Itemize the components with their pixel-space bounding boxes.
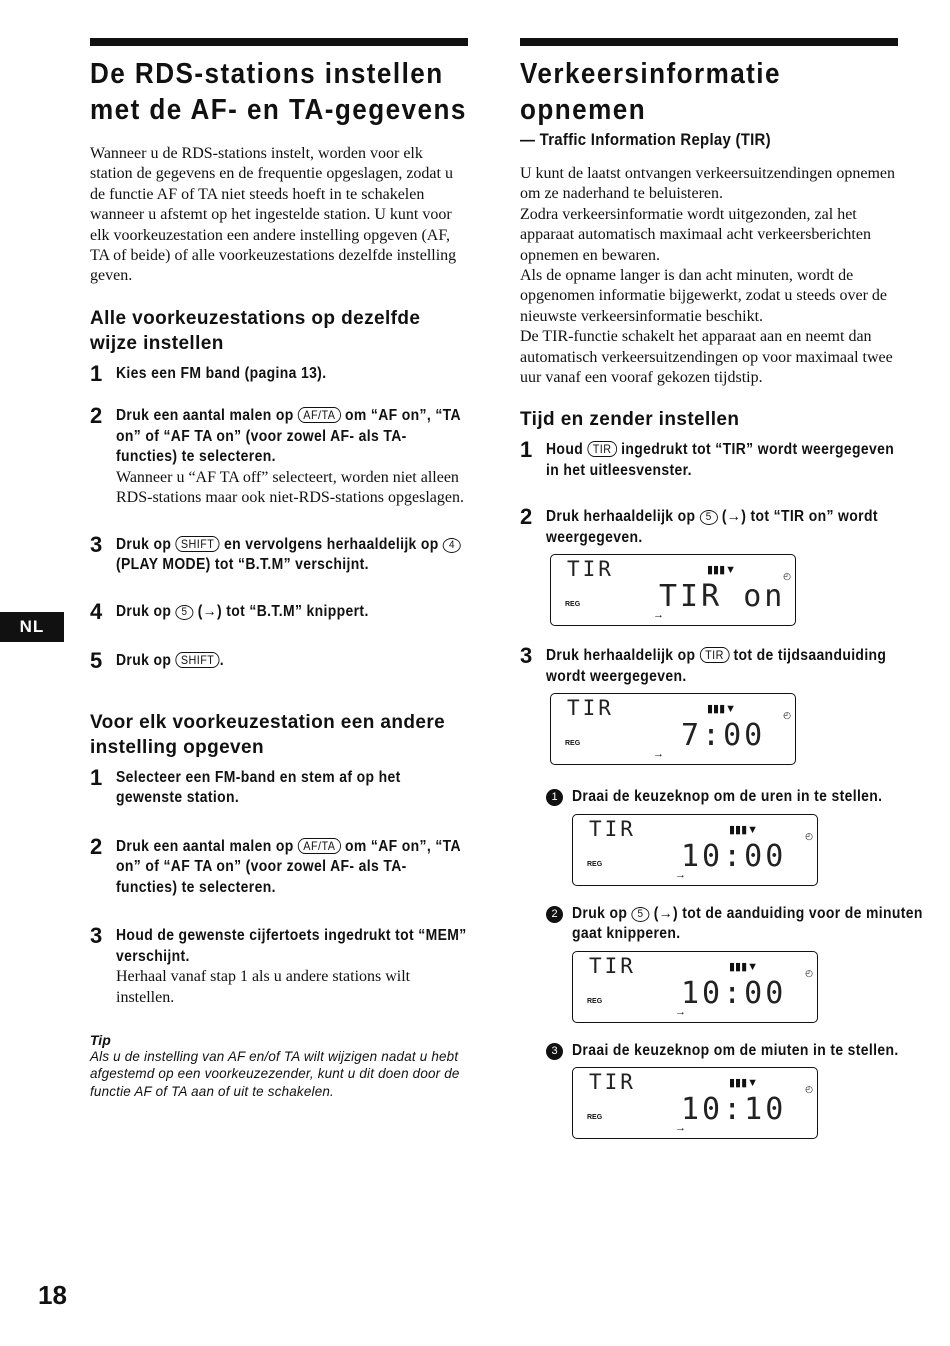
step [520,437,898,481]
lcd-label: TIR [589,816,636,841]
top-rule [520,38,898,46]
lcd-display [572,1067,818,1139]
lcd-label: TIR [567,696,614,721]
lcd-label: TIR [589,953,636,978]
tir-key: TIR [587,441,617,457]
reg-indicator: REG [587,860,603,868]
substep-number: 3 [546,1043,563,1060]
page-number: 18 [38,1280,67,1310]
clock-icon: ◴ [805,1084,813,1095]
reg-indicator: REG [587,1114,603,1122]
tir-section-heading: Tijd en zender instellen [520,409,740,431]
step-text: Druk op SHIFT . [116,652,224,670]
substep [546,1041,898,1140]
step-text: Druk een aantal malen op AF/TA om “AF on”, “TA on” of “AF TA on” (voor zowel AF- als TA-functies) te selecteren. [116,407,461,466]
substep-number: 2 [546,906,563,923]
clock-icon: ◴ [805,830,813,841]
step-text: Druk herhaaldelijk op TIR tot de tijdsaanduiding wordt weergegeven. [546,647,887,685]
clock-icon: ◴ [805,967,813,978]
step [90,764,468,809]
lcd-label: TIR [589,1070,636,1095]
tip-text: Als u de instelling van AF en/of TA wilt wijzigen nadat u hebt afgestemd op een voorkeuzezender, kunt u dit doen door de functie AF of TA aan of uit te schakelen. [90,1047,460,1099]
step-note: Wanneer u “AF TA off” selecteert, worden niet alleen RDS-stations maar ook niet-RDS-stations opgeslagen. [116,468,464,507]
right-subtitle: — Traffic Information Replay (TIR) [520,130,771,149]
step-text: Houd TIR ingedrukt tot “TIR” wordt weergegeven in het uitleesvenster. [546,441,895,479]
tip-box [90,1032,468,1101]
intro-paragraph: De TIR-functie schakelt het apparaat aan en neemt dan automatisch verkeersuitzendingen op voor maximaal twee uur vanaf een vooraf gekozen tijdstip. [520,328,893,387]
step [90,648,468,674]
step-text: Druk een aantal malen op AF/TA om “AF on”, “TA on” of “AF TA on” (voor zowel AF- als TA-functies) te selecteren. [116,837,461,896]
lcd-main-text: 10:10 [681,1092,787,1128]
signal-icon: ▮▮▮▼ [707,564,737,577]
arrow-icon: → [653,609,664,622]
step [90,833,468,899]
intro-paragraph: Zodra verkeersinformatie wordt uitgezonden, zal het apparaat automatisch maximaal acht verkeersberichten opnemen en bewaren. [520,205,871,264]
lcd-main-text: TIR on [659,579,786,615]
step-number: 2 [90,403,103,429]
step-text: Druk op SHIFT en vervolgens herhaaldelijk op 4 (PLAY MODE) tot “B.T.M” verschijnt. [116,535,467,576]
signal-icon: ▮▮▮▼ [729,823,759,836]
left-intro: Wanneer u de RDS-stations instelt, worden voor elk station de gegevens en de frequentie opgeslagen, zodat u de functie AF of TA niet steeds hoeft in te schakelen wanneer u afstemt op het ingestelde station. U kunt voor elk voorkeuzestation een andere instelling opgeven (AF, TA of beide) of alle voorkeuzestations dezelfde instelling geven. [90,145,457,285]
af-ta-key: AF/TA [298,407,341,423]
step [520,504,898,626]
arrow-icon: → [675,1122,686,1135]
reg-indicator: REG [587,997,603,1005]
key-4: 4 [443,538,461,553]
shift-key: SHIFT [175,652,219,668]
step-number: 3 [520,643,533,669]
key-5: 5 [631,907,649,922]
signal-icon: ▮▮▮▼ [707,703,737,716]
key-5: 5 [700,510,718,525]
clock-icon: ◴ [783,571,791,582]
tir-key: TIR [700,647,730,663]
reg-indicator: REG [565,740,581,748]
step-number: 2 [90,833,103,859]
left-title: De RDS-stations instellen met de AF- en TA-gegevens [90,58,467,126]
reg-indicator: REG [565,601,581,609]
lcd-display [550,554,796,626]
substep-text: Draai de keuzeknop om de miuten in te stellen. [572,1041,899,1059]
substep-text: Druk op 5 (→) tot de aanduiding voor de minuten gaat knipperen. [572,904,923,943]
step [90,360,468,386]
intro-paragraph: Als de opname langer is dan acht minuten, wordt de opgenomen informatie bijgewerkt, zodat u steeds over de nieuwste verkeersinformatie beschikt. [520,267,887,325]
step-text: Druk op 5 (→) tot “B.T.M” knippert. [116,602,369,620]
top-rule [90,38,468,46]
step-number: 1 [90,764,103,790]
step-number: 4 [90,598,103,624]
lcd-display [572,951,818,1023]
step-number: 3 [90,923,103,949]
step [90,598,468,624]
step-text: Kies een FM band (pagina 13). [116,364,327,382]
step-text: Druk herhaaldelijk op 5 (→) tot “TIR on” wordt weergegeven. [546,508,878,546]
step-number: 1 [520,437,533,463]
substep-text: Draai de keuzeknop om de uren in te stellen. [572,788,883,806]
right-column [520,38,923,1139]
step [90,923,468,1008]
lcd-main-text: 10:00 [681,975,787,1011]
lcd-main-text: 10:00 [681,838,787,874]
step [520,643,898,765]
lcd-display [550,693,796,765]
shift-key: SHIFT [175,536,219,552]
substep-number: 1 [546,789,563,806]
lcd-display [572,814,818,886]
right-title: Verkeersinformatie opnemen [520,58,781,126]
tip-heading: Tip [90,1031,111,1048]
section2-heading: Voor elk voorkeuzestation een andere instelling opgeven [90,711,446,758]
arrow-icon: → [675,868,686,881]
af-ta-key: AF/TA [298,838,341,854]
key-5: 5 [175,605,193,620]
right-intro [520,164,898,388]
substep [546,904,923,1023]
step [90,531,468,576]
arrow-icon: → [653,748,664,761]
substep [546,787,898,886]
signal-icon: ▮▮▮▼ [729,960,759,973]
step-number: 5 [90,648,103,674]
intro-paragraph: U kunt de laatst ontvangen verkeersuitzendingen opnemen om ze naderhand te beluisteren. [520,165,895,203]
step [90,403,468,508]
signal-icon: ▮▮▮▼ [729,1077,759,1090]
step-text: Houd de gewenste cijfertoets ingedrukt tot “MEM” verschijnt. [116,927,467,965]
step-text: Selecteer een FM-band en stem af op het gewenste station. [116,768,401,807]
clock-icon: ◴ [783,710,791,721]
step-note: Herhaal vanaf stap 1 als u andere stations wilt instellen. [116,968,411,1006]
arrow-icon: → [675,1005,686,1018]
substeps [546,787,923,1139]
step-number: 2 [520,504,533,530]
lcd-main-text: 7:00 [681,718,766,754]
left-column [90,38,468,1100]
section1-heading: Alle voorkeuzestations op dezelfde wijze instellen [90,307,421,354]
lcd-label: TIR [567,557,614,582]
language-tab: NL [0,612,64,642]
step-number: 3 [90,531,103,557]
step-number: 1 [90,360,103,386]
